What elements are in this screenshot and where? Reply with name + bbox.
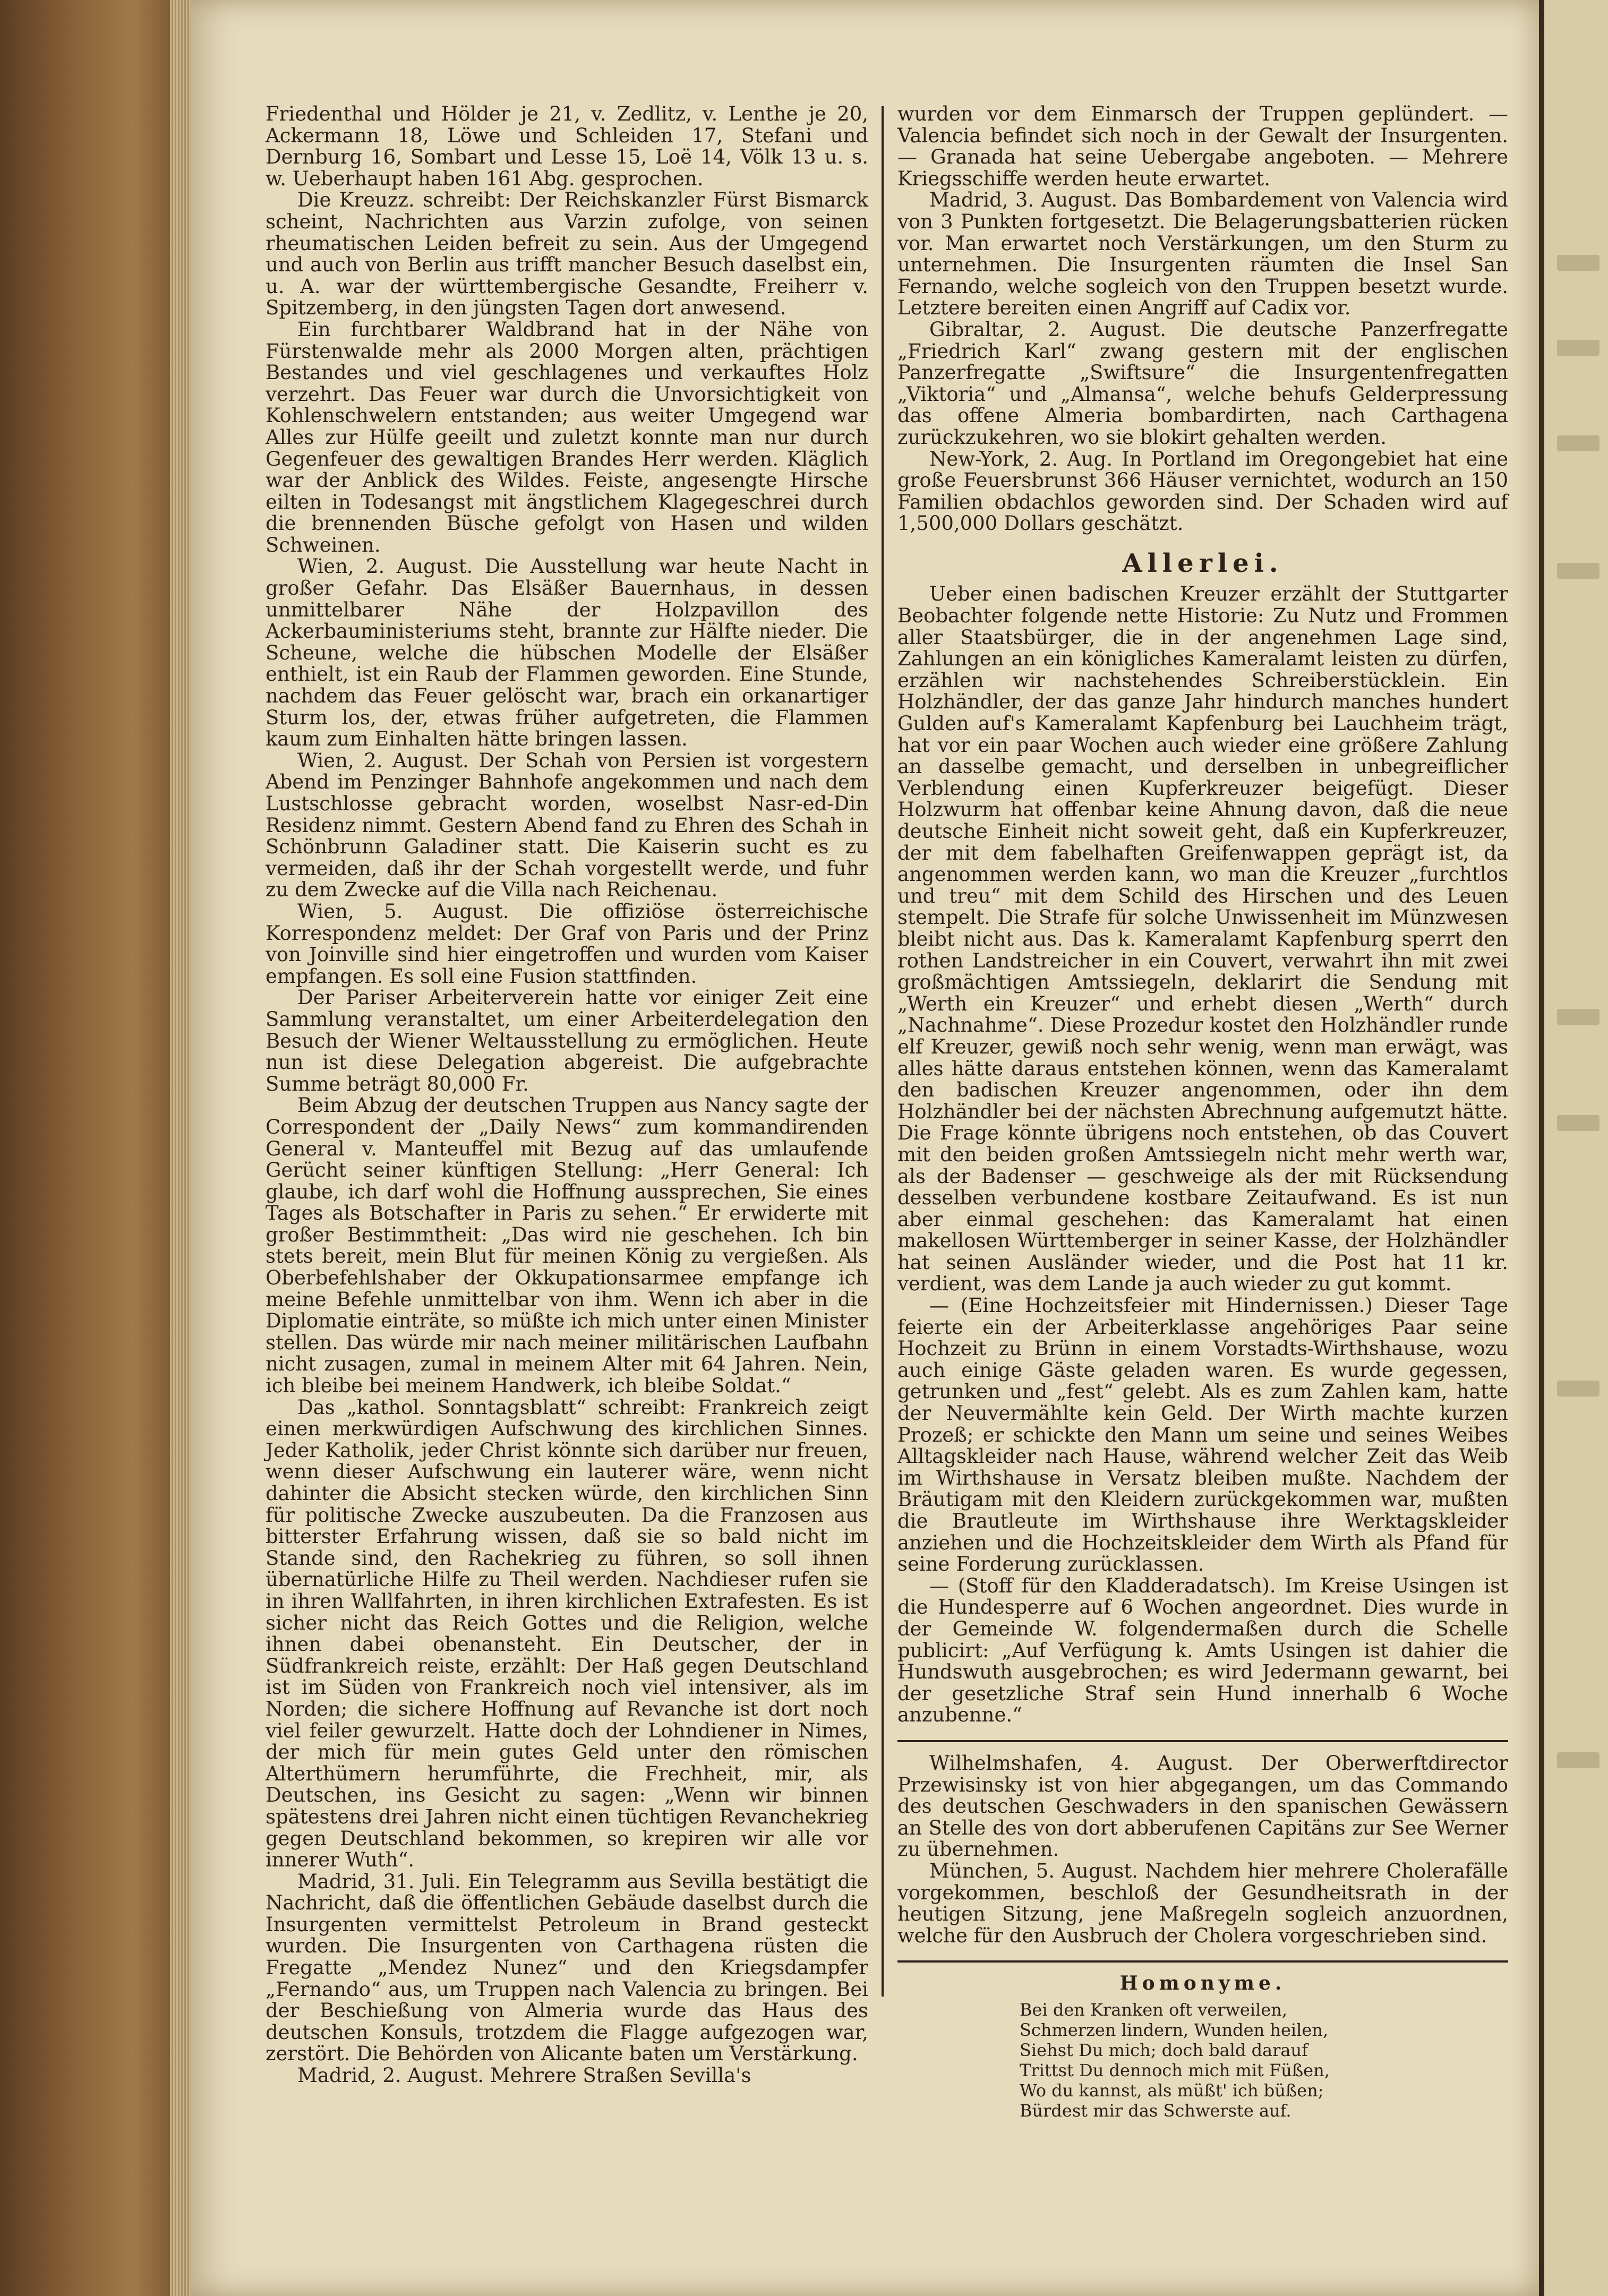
- newspaper-page: [191, 0, 1540, 2296]
- paragraph: Die Kreuzz. schreibt: Der Reichskanzler Fürst Bismarck scheint, Nachrichten aus Varzin zufolge, von seinen rheumatischen Leiden befreit zu sein. Aus der Umgegend und auch von Berlin aus trifft mancher Besuch daselbst ein, u. A. war der württembergische Gesandte, Freiherr v. Spitzemberg, in den jüngsten Tagen dort anwesend.: [266, 189, 868, 320]
- paragraph: — (Stoff für den Kladderadatsch). Im Kreise Usingen ist die Hundesperre auf 6 Wochen angeordnet. Dies wurde in der Gemeinde W. folgendermaßen durch die Schelle publicirt: „Auf Verfügung k. Amts Usingen ist dahier die Hundswuth ausgebrochen; es wird Jedermann gewarnt, bei der gesetzliche Straf sein Hund innerhalb 6 Woche anzubenne.“: [897, 1574, 1508, 1727]
- paragraph: Beim Abzug der deutschen Truppen aus Nancy sagte der Correspondent der „Daily News“ zum kommandirenden General v. Manteuffel mit Bezug auf das umlaufende Gerücht seiner künftigen Stellung: „Herr General: Ich glaube, ich darf wohl die Hoffnung aussprechen, Sie eines Tages als Botschafter in Paris zu sehen.“ Er erwiderte mit großer Bestimmtheit: „Das wird nie geschehen. Ich bin stets bereit, mein Blut für meinen König zu vergießen. Als Oberbefehlshaber der Okkupationsarmee empfange ich meine Befehle unmittelbar von ihm. Wenn ich aber in die Diplomatie einträte, so müßte ich mich unter einen Minister stellen. Das würde mir nach meiner militärischen Laufbahn nicht zusagen, zumal in meinem Alter mit 64 Jahren. Nein, ich bleibe bei meinem Handwerk, ich bleibe Soldat.“: [266, 1094, 868, 1398]
- section-rule: [897, 1960, 1508, 1963]
- adjacent-text-fragment: [1557, 255, 1600, 271]
- poem-line: Schmerzen lindern, Wunden heilen,: [1020, 2020, 1329, 2041]
- poem-line: Wo du kannst, als müßt' ich büßen;: [1020, 2080, 1324, 2101]
- paragraph: Ueber einen badischen Kreuzer erzählt der Stuttgarter Beobachter folgende nette Historie: Zu Nutz und Frommen aller Staatsbürger, die in der angenehmen Lage sind, Zahlungen an ein königliches Kameralamt leisten zu dürfen, erzählen wir nachstehendes Schreiberstücklein. Ein Holzhändler, der das ganze Jahr hindurch manches hundert Gulden auf's Kameralamt Kapfenburg bei Lauchheim trägt, hat vor ein paar Wochen auch wieder eine größere Zahlung an dasselbe gemacht, und derselben in unbegreiflicher Verblendung einen Kupferkreuzer beigefügt. Dieser Holzwurm hat offenbar keine Ahnung davon, daß die neue deutsche Einheit nicht soweit geht, daß ein Kupferkreuzer, der mit dem fabelhaften Greifenwappen geprägt ist, da angenommen werden kann, wo man die Kreuzer „furchtlos und treu“ mit dem Schild des Hirschen und des Leuen stempelt. Die Strafe für solche Unwissenheit im Münzwesen bleibt nicht aus. Das k. Kameralamt Kapfenburg sperrt den rothen Landstreicher in ein Couvert, verwahrt ihn mit zwei großmächtigen Amtssiegeln, deklarirt die Sendung mit „Werth ein Kreuzer“ und erhebt diesen „Werth“ durch „Nachnahme“. Diese Prozedur kostet den Holzhändler runde elf Kreuzer, gewiß noch sehr wenig, wenn man erwägt, was alles hätte daraus entstehen können, wenn das Kameralamt den badischen Kreuzer angenommen, oder ihn dem Holzhändler bei der nächsten Abrechnung aufgemutzt hätte. Die Frage könnte übrigens noch entstehen, ob das Couvert mit den beiden großen Amtssiegeln nicht mehr werth war, als der Badenser — geschweige als der mit Rücksendung desselben verbundene kostbare Zeitaufwand. Es ist nun aber einmal geschehen: das Kameralamt hat einen makellosen Württemberger in seiner Kasse, der Holzhändler hat seinen Ausländer wieder, und die Post hat 11 kr. verdient, was dem Lande ja auch wieder zu gut kommt.: [897, 582, 1508, 1296]
- adjacent-text-fragment: [1557, 1009, 1600, 1025]
- adjacent-text-fragment: [1557, 1752, 1600, 1768]
- poem: [897, 1973, 1508, 2121]
- adjacent-page-edge: [1539, 0, 1608, 2296]
- paragraph: Madrid, 3. August. Das Bombardement von Valencia wird von 3 Punkten fortgesetzt. Die Belagerungsbatterien rücken vor. Man erwartet noch Verstärkungen, um den Sturm zu unternehmen. Die Insurgenten räumten die Insel San Fernando, welche sogleich von den Truppen besetzt wurde. Letztere bereiten einen Angriff auf Cadix vor.: [897, 189, 1508, 320]
- poem-line: Bei den Kranken oft verweilen,: [1020, 2000, 1288, 2020]
- paragraph: Wien, 5. August. Die offiziöse österreichische Korrespondenz meldet: Der Graf von Paris und der Prinz von Joinville sind hier eingetroffen und wurden vom Kaiser empfangen. Es soll eine Fusion stattfinden.: [266, 899, 868, 988]
- page-edges: [170, 0, 191, 2296]
- paragraph: Friedenthal und Hölder je 21, v. Zedlitz, v. Lenthe je 20, Ackermann 18, Löwe und Schleiden 17, Stefani und Dernburg 16, Sombart und Lesse 15, Loë 14, Völk 13 u. s. w. Ueberhaupt haben 161 Abg. gesprochen.: [266, 102, 868, 190]
- paragraph: Madrid, 31. Juli. Ein Telegramm aus Sevilla bestätigt die Nachricht, daß die öffentlichen Gebäude daselbst durch die Insurgenten vermittelst Petroleum in Brand gesteckt wurden. Die Insurgenten von Carthagena rüsten die Fregatte „Mendez Nunez“ und den Kriegsdampfer „Fernando“ aus, um Truppen nach Valencia zu bringen. Bei der Beschießung von Almeria wurde das Haus des deutschen Konsuls, trotzdem die Flagge aufgezogen war, zerstört. Die Behörden von Alicante baten um Verstärkung.: [266, 1870, 868, 2066]
- adjacent-text-fragment: [1557, 340, 1600, 356]
- section-rule: [897, 1740, 1508, 1742]
- paragraph: Das „kathol. Sonntagsblatt“ schreibt: Frankreich zeigt einen merkwürdigen Aufschwung des kirchlichen Sinnes. Jeder Katholik, jeder Christ könnte sich darüber nur freuen, wenn dieser Aufschwung ein lauterer wäre, wenn nicht dahinter die Absicht stecken würde, den kirchlichen Sinn für politische Zwecke auszubeuten. Da die Franzosen aus bitterster Erfahrung wissen, daß sie so bald nicht im Stande sind, den Rachekrieg zu führen, so soll ihnen übernatürliche Hilfe zu Theil werden. Nachdieser rufen sie in ihren Wallfahrten, in ihren kirchlichen Extrafesten. Es ist sicher nicht das Reich Gottes und die Religion, welche ihnen dabei obenansteht. Ein Deutscher, der in Südfrankreich reiste, erzählt: Der Haß gegen Deutschland ist im Süden von Frankreich noch viel intensiver, als im Norden; die sichere Hoffnung auf Revanche ist dort noch viel feiler gewurzelt. Hatte doch der Lohndiener in Nimes, der mich für mein gutes Geld unter den römischen Alterthümern herumführte, die Frechheit, mir, als Deutschen, ins Gesicht zu sagen: „Wenn wir binnen spätestens drei Jahren nicht einen tüchtigen Revanchekrieg gegen Deutschland bekommen, so krepiren wir alle vor innerer Wuth“.: [266, 1395, 868, 1872]
- paragraph: Wien, 2. August. Der Schah von Persien ist vorgestern Abend im Penzinger Bahnhofe angekommen und nach dem Lustschlosse gebracht worden, woselbst Nasr-ed-Din Residenz nimmt. Gestern Abend fand zu Ehren des Schah in Schönbrunn Galadiner statt. Die Kaiserin sucht es zu vermeiden, daß ihr der Schah vorgestellt werde, und fuhr zu dem Zwecke auf die Villa nach Reichenau.: [266, 749, 868, 902]
- poem-line: Trittst Du dennoch mich mit Füßen,: [1020, 2060, 1330, 2081]
- section-heading-allerlei: Allerlei.: [1122, 548, 1284, 578]
- paragraph: — (Eine Hochzeitsfeier mit Hindernissen.) Dieser Tage feierte ein der Arbeiterklasse angehöriges Paar seine Hochzeit zu Brünn in einem Vorstadts-Wirthshause, wozu auch einige Gäste geladen waren. Es wurde gegessen, getrunken und „fest“ gelebt. Als es zum Zahlen kam, hatte der Neuvermählte kein Geld. Der Wirth machte kurzen Prozeß; er schickte den Mann um seine und seines Weibes Alltagskleider nach Hause, während welcher Zeit das Weib im Wirthshause in Versatz bleiben mußte. Nachdem der Bräutigam mit den Kleidern zurückgekommen war, mußten die Brautleute im Wirthshause ihre Werktagskleider anziehen und die Hochzeitskleider dem Wirth als Pfand für seine Forderung zurücklassen.: [897, 1294, 1508, 1576]
- book-spine: [0, 0, 191, 2296]
- paragraph: Wien, 2. August. Die Ausstellung war heute Nacht in großer Gefahr. Das Elsäßer Bauernhaus, in dessen unmittelbarer Nähe der Holzpavillon des Ackerbauministeriums steht, brannte zur Hälfte nieder. Die Scheune, welche die hübschen Modelle der Elsäßer enthielt, ist ein Raub der Flammen geworden. Eine Stunde, nachdem das Feuer gelöscht war, brach ein orkanartiger Sturm los, der, etwas früher aufgetreten, die Flammen kaum zum Einhalten hätte bringen lassen.: [266, 555, 868, 751]
- poem-line: Bürdest mir das Schwerste auf.: [1020, 2101, 1291, 2121]
- paragraph: wurden vor dem Einmarsch der Truppen geplündert. — Valencia befindet sich noch in der Gewalt der Insurgenten. — Granada hat seine Uebergabe angeboten. — Mehrere Kriegsschiffe werden heute erwartet.: [897, 102, 1508, 190]
- right-column: [897, 104, 1508, 2121]
- adjacent-text-fragment: [1557, 563, 1600, 579]
- poem-title: Homonyme.: [1119, 1972, 1286, 1995]
- paragraph: Ein furchtbarer Waldbrand hat in der Nähe von Fürstenwalde mehr als 2000 Morgen alten, prächtigen Bestandes und viel geschlagenes und verkauftes Holz verzehrt. Das Feuer war durch die Unvorsichtigkeit von Kohlenschwelern entstanden; aus weiter Umgegend war Alles zur Hülfe geeilt und zuletzt konnte man nur durch Gegenfeuer des gewaltigen Brandes Herr werden. Kläglich war der Anblick des Wildes. Feiste, angesengte Hirsche eilten in Todesangst mit ängstlichem Klagegeschrei durch die brennenden Büsche gefolgt von Hasen und wilden Schweinen.: [266, 318, 868, 556]
- adjacent-text-fragment: [1557, 1381, 1600, 1397]
- left-column: [266, 104, 868, 2087]
- paragraph: München, 5. August. Nachdem hier mehrere Cholerafälle vorgekommen, beschloß der Gesundheitsrath in der heutigen Sitzung, jene Maßregeln sogleich anzuordnen, welche für den Ausbruch der Cholera vorgeschrieben sind.: [897, 1859, 1508, 1947]
- column-divider: [882, 106, 884, 1997]
- paragraph: Gibraltar, 2. August. Die deutsche Panzerfregatte „Friedrich Karl“ zwang gestern mit der englischen Panzerfregatte „Swiftsure“ die Insurgentenfregatten „Viktoria“ und „Almansa“, welche behufs Gelderpressung das offene Almeria bombardirten, nach Carthagena zurückzukehren, wo sie blokirt gehalten werden.: [897, 318, 1508, 449]
- paragraph: New-York, 2. Aug. In Portland im Oregongebiet hat eine große Feuersbrunst 366 Häuser vernichtet, wodurch an 150 Familien obdachlos geworden sind. Der Schaden wird auf 1,500,000 Dollars geschätzt.: [897, 447, 1508, 535]
- adjacent-text-fragment: [1557, 1115, 1600, 1131]
- paragraph: Wilhelmshafen, 4. August. Der Oberwerftdirector Przewisinsky ist von hier abgegangen, um das Commando des deutschen Geschwaders in den spanischen Gewässern an Stelle des von dort abberufenen Capitäns zur See Werner zu übernehmen.: [897, 1751, 1508, 1861]
- poem-line: Siehst Du mich; doch bald darauf: [1020, 2040, 1308, 2061]
- paragraph: Madrid, 2. August. Mehrere Straßen Sevilla's: [297, 2064, 751, 2087]
- paragraph: Der Pariser Arbeiterverein hatte vor einiger Zeit eine Sammlung veranstaltet, um einer Arbeiterdelegation den Besuch der Wiener Weltausstellung zu ermöglichen. Heute nun ist diese Delegation abgereist. Die aufgebrachte Summe beträgt 80,000 Fr.: [266, 986, 868, 1095]
- adjacent-text-fragment: [1557, 435, 1600, 451]
